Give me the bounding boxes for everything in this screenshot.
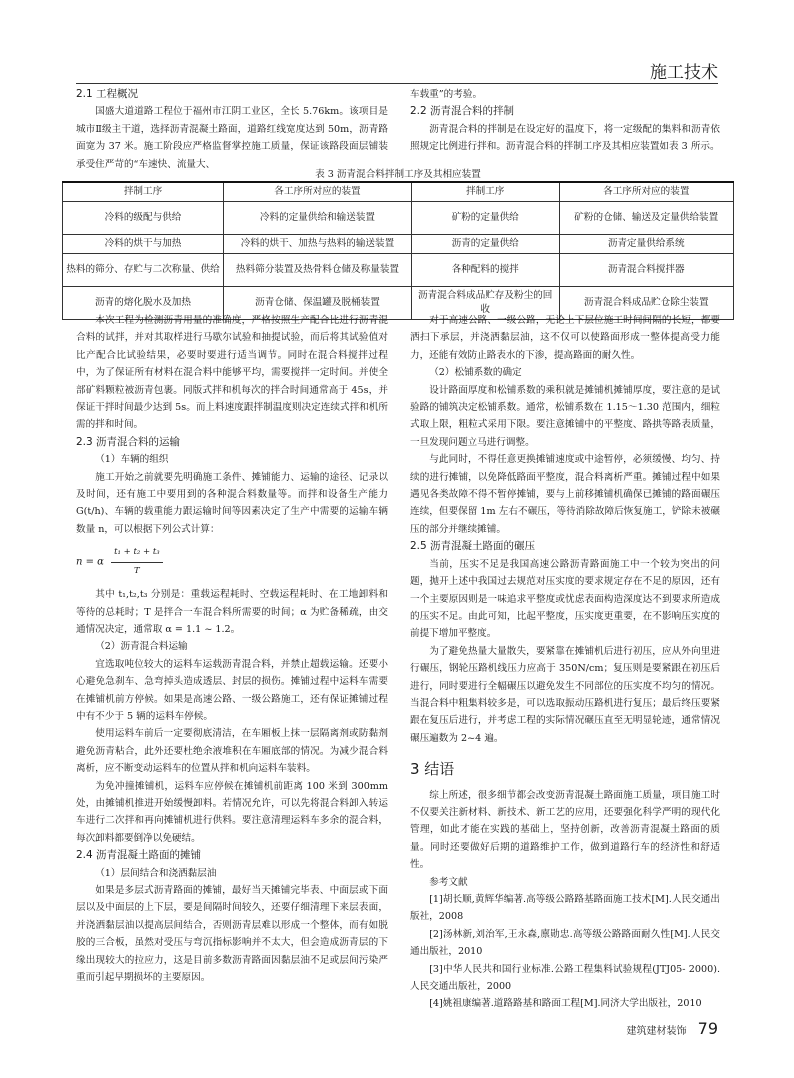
paragraph: 使用运料车前后一定要彻底清洁，在车厢板上抹一层隔离剂或防黏剂避免沥青粘合，此外还要杜绝余液堆积在车厢底部的情况。为减少混合料离析，应不断变动运料车的位置从拌和机向运料车装料。 xyxy=(76,728,388,775)
heading-3-conclusion: 3 结语 xyxy=(410,760,455,779)
table-header: 拌制工序 xyxy=(63,182,224,202)
table-cell: 沥青的熔化脱水及加热 xyxy=(63,287,224,320)
paragraph: 其中 t₁,t₂,t₃ 分别是：重载运程耗时、空载运程耗时、在工地卸料和等待的总耗时；T 是拌合一车混合料所需要的时间；α 为贮备稀疏，由交通情况决定，通常取 α = 1.1 ~ 1.2。 xyxy=(76,589,388,635)
paragraph: 当前，压实不足是我国高速公路沥青路面施工中一个较为突出的问题，抛开上述中我国过去规范对压实度的要求规定存在不足的原因，还有一个主要原因则是一味追求平整度或忧虑表面构造深度达不到要求所造成的压实不足。由此可知，比起平整度，压实度更重要，在不影响压实度的前提下增加平整度。 xyxy=(410,558,720,640)
reference-item: [4]姚祖康编著.道路路基和路面工程[M].同济大学出版社，2010 xyxy=(429,998,702,1010)
heading-2-2: 2.2 沥青混合料的拌制 xyxy=(410,105,515,118)
table-cell: 沥青混合料搅拌器 xyxy=(559,254,733,287)
subheading: （2）松铺系数的确定 xyxy=(429,367,522,379)
table-cell: 沥青混合料成品贮仓除尘装置 xyxy=(559,287,733,320)
paragraph: 施工开始之前就要先明确施工条件、摊铺能力、运输的途径、记录以及时间，还有施工中要用到的各种混合料数量等。而拌和设备生产能力 G(t/h)、车辆的载重能力跟运输时间等因素决定了生产中需要的运输车辆数量 n，可以根据下列公式计算： xyxy=(76,471,388,535)
page-footer xyxy=(627,1019,718,1038)
table-cell: 热料筛分装置及热骨料仓储及称量装置 xyxy=(224,254,412,287)
paragraph: 沥青混合料的拌制是在设定好的温度下，将一定级配的集料和沥青依照规定比例进行拌和。沥青混合料的拌制工序及其相应装置如表 3 所示。 xyxy=(410,123,720,153)
table-cell: 沥青定量供给系统 xyxy=(559,235,733,254)
paragraph: 国盛大道道路工程位于福州市江阴工业区，全长 5.76km。该项目是城市Ⅱ级主干道，选择沥青混凝土路面，道路红线宽度达到 50m，沥青路面宽为 37 米。施工阶段应严格监督掌控施工质量，保证该路段面层铺装承受住严苛的“车速快、流量大、 xyxy=(76,106,388,170)
table-caption: 表 3 沥青混合料拌制工序及其相应装置 xyxy=(315,169,481,180)
table-header-row xyxy=(63,182,734,202)
paragraph: 宜选取吨位较大的运料车运载沥青混合料，并禁止超载运输。还要小心避免急刹车、急弯掉头造成透层、封层的损伤。摊铺过程中运料车需要在摊铺机前方停候。如果是高速公路、一级公路施工，还有保证摊铺过程中有不少于 5 辆的运料车停候。 xyxy=(76,658,388,722)
right-column-bottom xyxy=(410,312,720,1013)
left-column-top xyxy=(76,86,388,173)
subheading: （2）沥青混合料运输 xyxy=(95,641,188,653)
paragraph-continuation: 车载重”的考验。 xyxy=(410,89,483,100)
table-cell: 各种配料的搅拌 xyxy=(411,254,559,287)
paragraph: 为了避免热量大量散失，要紧靠在摊铺机后进行初压，应从外向里进行碾压，钢轮压路机线压力应高于 350N/cm；复压则是要紧跟在初压后进行，同时要进行全幅碾压以避免发生不同部位的压实度不均匀的情况。当混合料中粗集料较多是，可以选取振动压路机进行复压；最后终压要紧跟在复压后进行，并考虑工程的实际情况碾压直至无明显轮迹，通常情况碾压遍数为 2~4 遍。 xyxy=(410,645,720,744)
table-header: 各工序所对应的装置 xyxy=(224,182,412,202)
formula-denominator: T xyxy=(134,565,140,576)
paragraph: 综上所述，很多细节都会改变沥青混凝土路面施工质量，项目施工时不仅要关注新材料、新技术、新工艺的应用，还要强化科学严明的现代化管理，如此才能在实践的基础上，坚持创新，改善沥青混凝土路面的质量。同时还要做好后期的道路维护工作，做到道路行车的经济性和舒适性。 xyxy=(410,789,720,871)
table-cell: 矿粉的仓储、输送及定量供给装置 xyxy=(559,202,733,235)
table-cell: 热料的筛分、存贮与二次称量、供给 xyxy=(63,254,224,287)
paragraph: 为免冲撞摊铺机，运料车应停候在摊铺机前距离 100 米到 300mm 处，由摊铺机推进开始缓慢卸料。若情况允许，可以先将混合料卸入转运车进行二次拌和再向摊铺机进行供料。要注意清理运料车多余的混合料，每次卸料都要倒净以免硬结。 xyxy=(76,780,388,844)
heading-2-3: 2.3 沥青混合料的运输 xyxy=(76,435,181,448)
table-header: 各工序所对应的装置 xyxy=(559,182,733,202)
table-cell: 矿粉的定量供给 xyxy=(411,202,559,235)
reference-item: [2]汤林新,刘治军,王永森,廪勋忠.高等级公路路面耐久性[M].人民交通出版社，2010 xyxy=(410,928,720,958)
table-header: 拌制工序 xyxy=(411,182,559,202)
table-row xyxy=(63,254,734,287)
formula-lhs: n = α xyxy=(76,556,104,568)
formula-fraction xyxy=(111,544,163,580)
table-cell: 冷料的定量供给和输送装置 xyxy=(224,202,412,235)
table-cell: 沥青的定量供给 xyxy=(411,235,559,254)
reference-item: [3]中华人民共和国行业标准.公路工程集料试验规程(JTJ05- 2000).人民交通出版社，2000 xyxy=(410,963,720,993)
table-row xyxy=(63,202,734,235)
heading-2-5: 2.5 沥青混凝土路面的碾压 xyxy=(410,540,536,553)
table-cell: 沥青混合料成品贮存及粉尘的回收 xyxy=(411,287,559,320)
page-number: 79 xyxy=(697,1019,718,1038)
table-row xyxy=(63,235,734,254)
table-cell: 冷料的烘干与加热 xyxy=(63,235,224,254)
formula xyxy=(76,544,388,580)
table-cell: 冷料的烘干、加热与热料的输送装置 xyxy=(224,235,412,254)
header-rule xyxy=(76,83,718,84)
paragraph: 设计路面厚度和松铺系数的乘积就是摊铺机摊铺厚度，要注意的是试验路的铺筑决定松铺系数。通常，松铺系数在 1.15～1.30 范围内，细粒式取上限，粗粒式采用下限。要注意摊铺中的平整度、路拱等路表质量，一旦发现问题立马进行调整。 xyxy=(410,384,720,448)
left-column-bottom xyxy=(76,312,388,986)
journal-name: 建筑建材装饰 xyxy=(626,1026,687,1037)
paragraph: 本次工程为检测沥青用量的准确度，严格按照生产配合比进行沥青混合料的试拌，并对其取样进行马歇尔试验和抽提试验，而后将其试验值对比产配合比试验结果，必要时要进行适当调节。同时在混合料搅拌过程中，为了保证所有材料在混合料中能够平均，需要搅拌一定时间。并使全部矿料颗粒被沥青包裹。同版式拌和机每次的拌合时间通常高于 45s，并保证干拌时间最少达到 5s。而上料速度跟拌制温度则决定连续式拌和机所需的拌和时间。 xyxy=(76,315,388,431)
paragraph: 与此同时，不得任意更换摊铺速度或中途暂停，必须缓慢、均匀、持续的进行摊铺，以免降低路面平整度，混合料离析严重。摊铺过程中如果遇见各类故障不得不暂停摊铺，要与上前移摊铺机确保已摊铺的路面碾压连续，但要保留 1m 左右不碾压，等待消除故障后恢复施工，铲除未被碾压的部分并继续摊铺。 xyxy=(410,454,720,535)
table-cell: 沥青仓储、保温罐及脱桶装置 xyxy=(224,287,412,320)
references-title: 参考文献 xyxy=(429,876,468,888)
subheading: （1）层间结合和浇洒黏层油 xyxy=(95,867,217,879)
formula-numerator: t₁ + t₂ + t₃ xyxy=(111,544,163,562)
section-title: 施工技术 xyxy=(650,63,718,83)
subheading: （1）车辆的组织 xyxy=(95,454,169,466)
mixing-process-table xyxy=(62,181,734,320)
heading-2-1: 2.1 工程概况 xyxy=(76,88,139,100)
right-column-top xyxy=(410,86,720,156)
heading-2-4: 2.4 沥青混凝土路面的摊铺 xyxy=(76,849,202,862)
paragraph: 对于高速公路、一级公路，无论上下层位施工时间间隔的长短，都要洒扫下承层，并浇洒黏层油，这不仅可以使路面形成一整体提高受力能力，还能有效防止路表水的下渗，提高路面的耐久性。 xyxy=(410,315,720,361)
paragraph: 如果是多层式沥青路面的摊铺，最好当天摊铺完毕表、中面层或下面层以及中面层的上下层，要是间隔时间较久，还要仔细清理下来层表面，并浇洒黏层油以提高层间结合，否则沥青层难以形成一个整体，而有如脱胶的三合板，虽然对受压与弯沉指标影响并不太大，但会造成沥青层的下缘出现较大的拉应力，这是目前多数沥青路面因黏层油不足或层间污染严重而引起早期损坏的主要原因。 xyxy=(76,885,388,984)
reference-item: [1]胡长顺,黄辉华编著.高等级公路路基路面施工技术[M].人民交通出版社，2008 xyxy=(410,894,720,923)
table-cell: 冷料的级配与供给 xyxy=(63,202,224,235)
